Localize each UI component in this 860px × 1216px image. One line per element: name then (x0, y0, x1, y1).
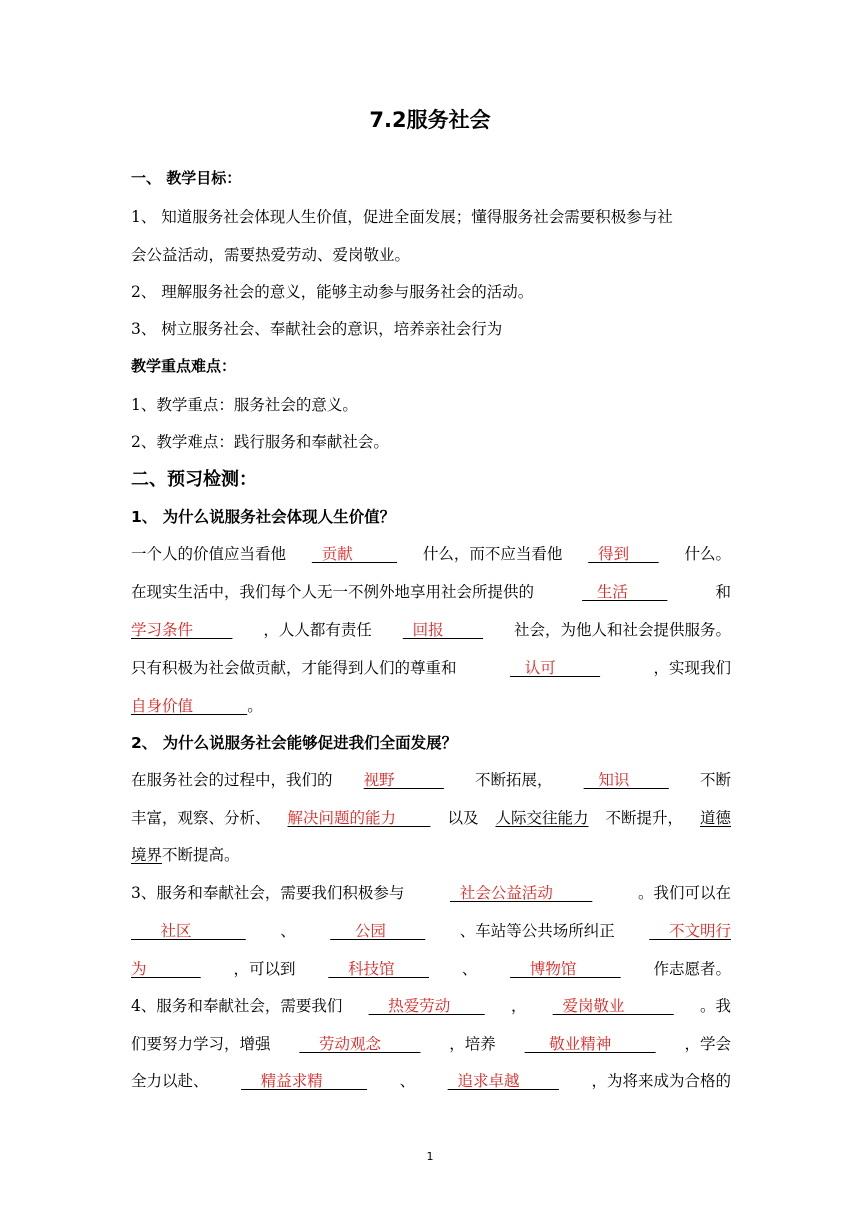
answer-blank: 回报 (402, 621, 484, 639)
p1-line-4: 只有积极为社会做贡献，才能得到人们的尊重和 认可 ，实现我们 (131, 656, 731, 678)
answer-blank: 爱岗敬业 (552, 997, 674, 1015)
objective-line-3: 3、 树立服务社会、奉献社会的意识，培养亲社会行为 (131, 320, 503, 338)
underlined-term: 境界 (131, 846, 163, 864)
answer-blank: 认可 (509, 659, 601, 677)
answer-blank: 科技馆 (328, 960, 430, 978)
answer-blank: 不文明行 (649, 922, 731, 940)
p2-line-3: 境界不断提高。 (131, 846, 240, 864)
p1-line-2: 在现实生活中，我们每个人无一不例外地享用社会所提供的 生活 和 (131, 580, 731, 602)
section-heading-key-points: 教学重点难点： (131, 357, 237, 375)
answer-blank: 自身价值 (131, 697, 248, 715)
section-heading-preview: 二、预习检测： (131, 469, 257, 490)
answer-blank: 敬业精神 (524, 1035, 656, 1053)
objective-line-1: 1、 知道服务社会体现人生价值，促进全面发展；懂得服务社会需要积极参与社 (131, 208, 673, 226)
p3-line-3: 为 ，可以到 科技馆 、 博物馆 作志愿者。 (131, 957, 731, 979)
p4-line-1: 4、服务和奉献社会，需要我们 热爱劳动 ， 爱岗敬业 。我 (131, 994, 731, 1016)
underlined-term: 道德 (699, 809, 731, 827)
key-point-1: 1、教学重点：服务社会的意义。 (131, 396, 358, 414)
p1-line-1: 一个人的价值应当看他 贡献 什么，而不应当看他 得到 什么。 (131, 542, 731, 564)
question-2: 2、 为什么说服务社会能够促进我们全面发展？ (131, 734, 458, 752)
answer-blank: 社区 (131, 922, 246, 940)
question-1: 1、 为什么说服务社会体现人生价值？ (131, 508, 396, 526)
p2-line-1: 在服务社会的过程中，我们的 视野 不断拓展， 知识 不断 (131, 768, 731, 790)
p3-line-2: 社区 、 公园 、车站等公共场所纠正 不文明行 (131, 919, 731, 941)
p4-line-3: 全力以赴、 精益求精 、 追求卓越 ，为将来成为合格的 (131, 1069, 731, 1091)
answer-blank: 得到 (588, 545, 659, 563)
page-title: 7.2服务社会 (369, 108, 491, 132)
answer-blank: 解决问题的能力 (287, 809, 431, 827)
answer-blank: 为 (131, 960, 201, 978)
objective-line-2: 2、 理解服务社会的意义，能够主动参与服务社会的活动。 (131, 283, 534, 301)
answer-blank: 生活 (582, 583, 668, 601)
p4-line-2: 们要努力学习，增强 劳动观念 ，培养 敬业精神 ，学会 (131, 1032, 731, 1054)
key-point-2: 2、教学难点：践行服务和奉献社会。 (131, 433, 389, 451)
answer-blank: 知识 (583, 771, 669, 789)
page-number: 1 (426, 1150, 434, 1163)
p2-line-2: 丰富，观察、分析、 解决问题的能力 以及 人际交往能力 不断提升， 道德 (131, 806, 731, 828)
p1-line-3: 学习条件 ，人人都有责任 回报 社会，为他人和社会提供服务。 (131, 618, 731, 640)
p1-line-5: 自身价值 。 (131, 694, 263, 716)
section-heading-objectives: 一、 教学目标： (131, 169, 242, 187)
answer-blank: 劳动观念 (299, 1035, 421, 1053)
answer-blank: 博物馆 (510, 960, 621, 978)
objective-line-1-cont: 会公益活动，需要热爱劳动、爱岗敬业。 (131, 246, 411, 264)
answer-blank: 热爱劳动 (368, 997, 485, 1015)
answer-blank: 贡献 (311, 545, 398, 563)
answer-blank: 社会公益活动 (450, 884, 593, 902)
underlined-term: 人际交往能力 (495, 809, 589, 827)
p3-line-1: 3、服务和奉献社会，需要我们积极参与 社会公益活动 。我们可以在 (131, 881, 731, 903)
answer-blank: 追求卓越 (447, 1072, 559, 1090)
answer-blank: 视野 (363, 771, 444, 789)
answer-blank: 公园 (330, 922, 426, 940)
answer-blank: 学习条件 (131, 621, 233, 639)
answer-blank: 精益求精 (241, 1072, 368, 1090)
